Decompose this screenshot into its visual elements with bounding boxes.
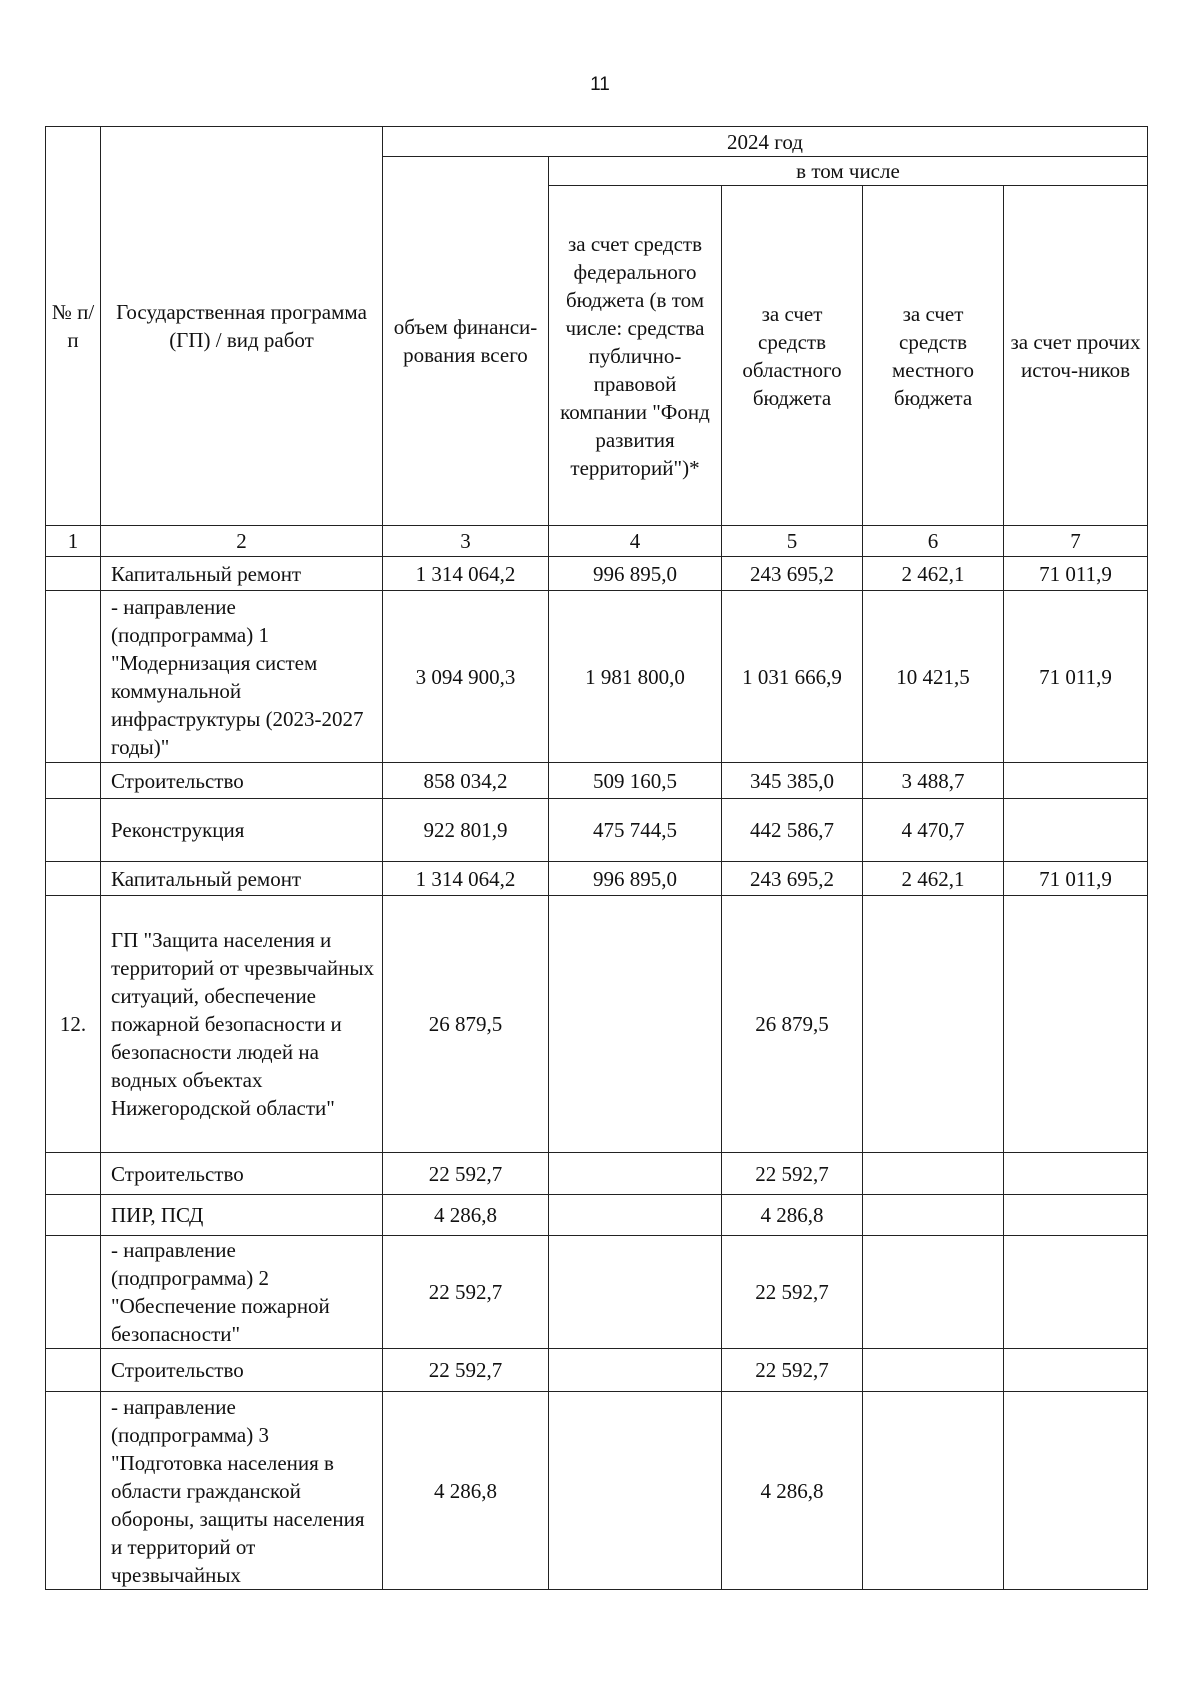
row-federal — [549, 1195, 722, 1236]
row-name: Строительство — [101, 1153, 383, 1195]
header-col-total: объем финанси-рования всего — [383, 157, 549, 526]
table-row — [46, 896, 1148, 1153]
row-federal — [549, 896, 722, 1153]
column-number: 7 — [1004, 526, 1148, 557]
row-federal: 475 744,5 — [549, 799, 722, 862]
row-total: 22 592,7 — [383, 1153, 549, 1195]
row-regional: 345 385,0 — [722, 763, 863, 799]
row-num — [46, 763, 101, 799]
row-other — [1004, 1236, 1148, 1349]
row-local — [863, 1153, 1004, 1195]
header-including: в том числе — [549, 157, 1148, 186]
row-other — [1004, 1153, 1148, 1195]
row-total: 1 314 064,2 — [383, 557, 549, 591]
row-regional: 22 592,7 — [722, 1349, 863, 1392]
column-number: 6 — [863, 526, 1004, 557]
row-total: 4 286,8 — [383, 1392, 549, 1590]
table-row — [46, 1236, 1148, 1349]
header-col-num: № п/п — [46, 127, 101, 526]
row-name: ПИР, ПСД — [101, 1195, 383, 1236]
header-col-other: за счет прочих источ-ников — [1004, 186, 1148, 526]
table-row — [46, 1195, 1148, 1236]
row-name: Строительство — [101, 1349, 383, 1392]
row-federal — [549, 1236, 722, 1349]
column-number: 4 — [549, 526, 722, 557]
header-col-program: Государственная программа (ГП) / вид работ — [101, 127, 383, 526]
row-num — [46, 1195, 101, 1236]
column-number: 5 — [722, 526, 863, 557]
table-row — [46, 799, 1148, 862]
row-total: 26 879,5 — [383, 896, 549, 1153]
row-total: 858 034,2 — [383, 763, 549, 799]
row-name: ГП "Защита населения и территорий от чрезвычайных ситуаций, обеспечение пожарной безопасности и безопасности людей на водных объектах Нижегородской области" — [101, 896, 383, 1153]
row-regional: 26 879,5 — [722, 896, 863, 1153]
row-regional: 22 592,7 — [722, 1236, 863, 1349]
header-col-regional: за счет средств областного бюджета — [722, 186, 863, 526]
financing-table — [45, 126, 1148, 1590]
row-other — [1004, 1392, 1148, 1590]
row-total: 922 801,9 — [383, 799, 549, 862]
header-year: 2024 год — [383, 127, 1148, 157]
row-name: Реконструкция — [101, 799, 383, 862]
row-local: 10 421,5 — [863, 591, 1004, 763]
table-row — [46, 1153, 1148, 1195]
row-regional: 243 695,2 — [722, 862, 863, 896]
row-other — [1004, 763, 1148, 799]
row-regional: 4 286,8 — [722, 1195, 863, 1236]
row-local — [863, 896, 1004, 1153]
row-federal: 509 160,5 — [549, 763, 722, 799]
row-name: Строительство — [101, 763, 383, 799]
row-other: 71 011,9 — [1004, 862, 1148, 896]
row-regional: 442 586,7 — [722, 799, 863, 862]
column-number-row — [46, 526, 1148, 557]
row-total: 22 592,7 — [383, 1236, 549, 1349]
row-total: 1 314 064,2 — [383, 862, 549, 896]
row-regional: 22 592,7 — [722, 1153, 863, 1195]
row-name: Капитальный ремонт — [101, 557, 383, 591]
row-local — [863, 1195, 1004, 1236]
row-federal: 1 981 800,0 — [549, 591, 722, 763]
row-local: 2 462,1 — [863, 557, 1004, 591]
row-name: - направление (подпрограмма) 1 "Модернизация систем коммунальной инфраструктуры (2023-2027 годы)" — [101, 591, 383, 763]
column-number: 2 — [101, 526, 383, 557]
row-regional: 1 031 666,9 — [722, 591, 863, 763]
table-row — [46, 1392, 1148, 1590]
row-federal — [549, 1392, 722, 1590]
row-name: - направление (подпрограмма) 2 "Обеспечение пожарной безопасности" — [101, 1236, 383, 1349]
row-num — [46, 1236, 101, 1349]
row-other — [1004, 799, 1148, 862]
row-federal — [549, 1349, 722, 1392]
row-num — [46, 1349, 101, 1392]
table-row — [46, 763, 1148, 799]
row-local — [863, 1236, 1004, 1349]
header-row-year — [46, 127, 1148, 157]
row-other: 71 011,9 — [1004, 557, 1148, 591]
table-row — [46, 1349, 1148, 1392]
row-local — [863, 1349, 1004, 1392]
row-other: 71 011,9 — [1004, 591, 1148, 763]
row-other — [1004, 1195, 1148, 1236]
row-other — [1004, 1349, 1148, 1392]
header-col-federal: за счет средств федерального бюджета (в том числе: средства публично-правовой компании "Фонд развития территорий")* — [549, 186, 722, 526]
row-other — [1004, 896, 1148, 1153]
row-federal: 996 895,0 — [549, 557, 722, 591]
row-num — [46, 1153, 101, 1195]
row-regional: 243 695,2 — [722, 557, 863, 591]
row-local: 2 462,1 — [863, 862, 1004, 896]
page-number: 11 — [590, 74, 610, 95]
header-col-local: за счет средств местного бюджета — [863, 186, 1004, 526]
row-num — [46, 862, 101, 896]
row-regional: 4 286,8 — [722, 1392, 863, 1590]
row-num — [46, 557, 101, 591]
row-local — [863, 1392, 1004, 1590]
table-row — [46, 862, 1148, 896]
row-federal: 996 895,0 — [549, 862, 722, 896]
row-name: - направление (подпрограмма) 3 "Подготовка населения в области гражданской обороны, защиты населения и территорий от чрезвычайных — [101, 1392, 383, 1590]
row-num — [46, 591, 101, 763]
row-total: 3 094 900,3 — [383, 591, 549, 763]
column-number: 1 — [46, 526, 101, 557]
row-num — [46, 1392, 101, 1590]
row-total: 4 286,8 — [383, 1195, 549, 1236]
row-local: 4 470,7 — [863, 799, 1004, 862]
column-number: 3 — [383, 526, 549, 557]
row-federal — [549, 1153, 722, 1195]
table-row — [46, 591, 1148, 763]
row-num — [46, 799, 101, 862]
table-row — [46, 557, 1148, 591]
row-total: 22 592,7 — [383, 1349, 549, 1392]
row-num: 12. — [46, 896, 101, 1153]
row-name: Капитальный ремонт — [101, 862, 383, 896]
row-local: 3 488,7 — [863, 763, 1004, 799]
